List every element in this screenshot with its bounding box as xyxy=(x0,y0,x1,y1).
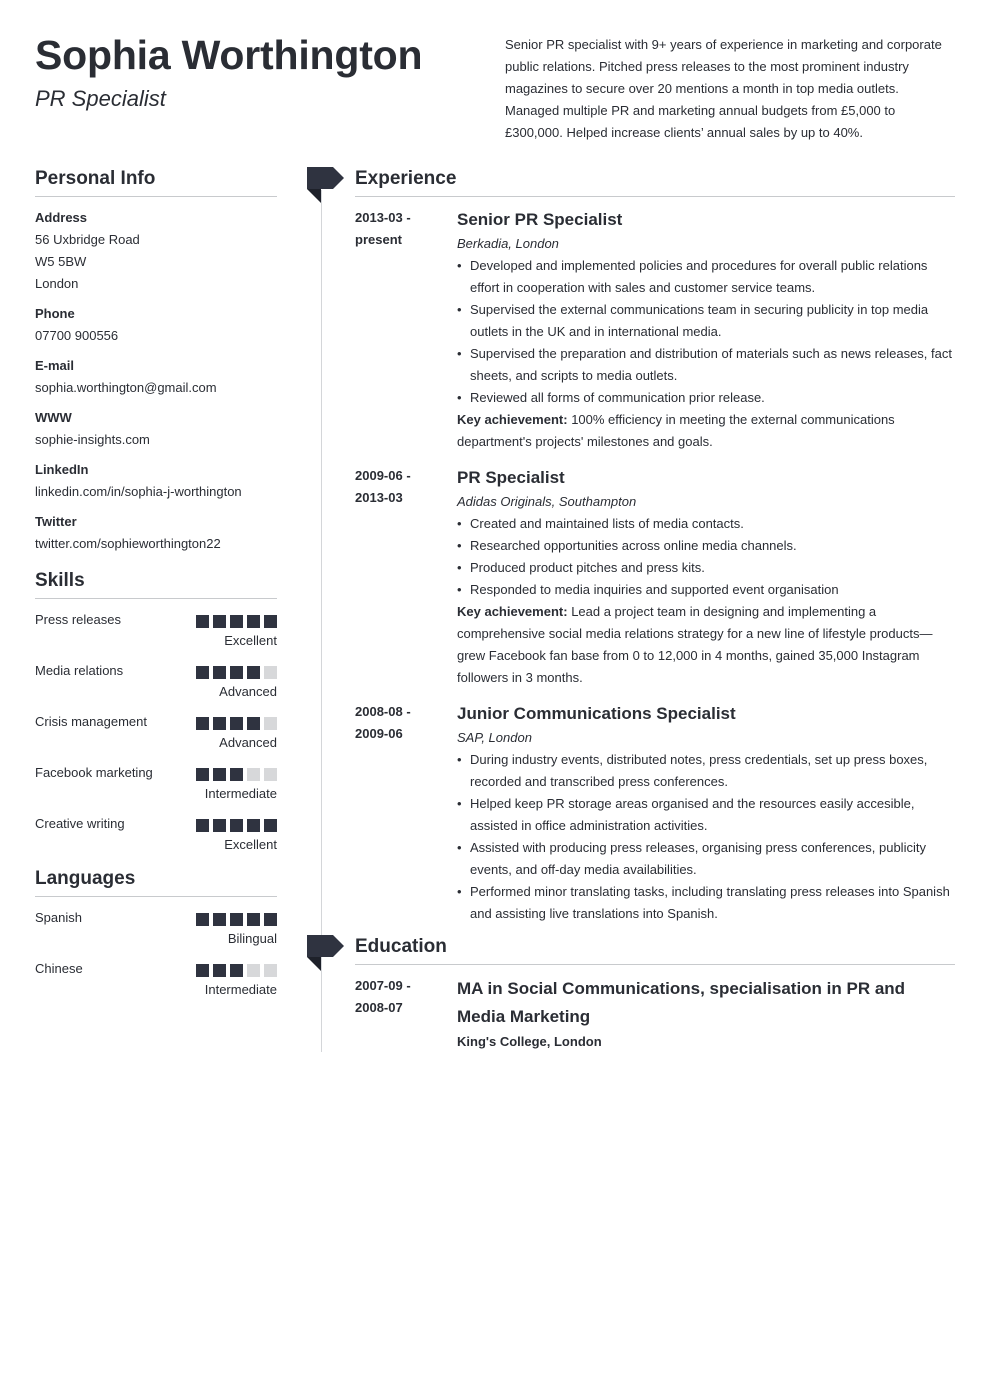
rating-square-filled xyxy=(213,615,226,628)
job-duty: • Responded to media inquiries and supported event organisation xyxy=(457,579,955,601)
linkedin-value[interactable]: linkedin.com/in/sophia-j-worthington xyxy=(35,484,242,499)
rating-square-filled xyxy=(230,819,243,832)
left-column xyxy=(35,167,277,1009)
job-duty: • During industry events, distributed notes, press credentials, set up press boxes, recorded and transcribed press conferences. xyxy=(457,749,955,793)
rating-square-filled xyxy=(264,615,277,628)
rating-square-filled xyxy=(213,964,226,977)
skill-item xyxy=(35,711,277,762)
language-rating xyxy=(192,964,277,977)
rating-square-empty xyxy=(247,964,260,977)
education-dates xyxy=(355,975,445,1019)
job-duty: • Helped keep PR storage areas organised and the resources easily accesible, assisted in office administration activities. xyxy=(457,793,955,837)
language-level: Intermediate xyxy=(204,982,277,997)
job-date-to: present xyxy=(355,232,402,247)
rating-square-filled xyxy=(196,666,209,679)
job-entry xyxy=(355,465,955,689)
skill-item xyxy=(35,609,277,660)
skill-item xyxy=(35,762,277,813)
twitter-value[interactable]: twitter.com/sophieworthington22 xyxy=(35,536,221,551)
address-line: 56 Uxbridge Road xyxy=(35,232,140,247)
linkedin-label: LinkedIn xyxy=(35,462,89,477)
language-item xyxy=(35,907,277,958)
key-achievement-text: Lead a project team in designing and implementing a comprehensive social media relations strategy for a new line of lifestyle products—grew Facebook fan base from 0 to 12,000 in 4 months, gained 35,000 Instagram followers in 3 months. xyxy=(457,604,933,685)
skill-name: Crisis management xyxy=(35,714,147,729)
job-title: Junior Communications Specialist xyxy=(457,704,736,723)
rating-square-filled xyxy=(247,913,260,926)
job-title: PR Specialist xyxy=(457,468,565,487)
rating-square-filled xyxy=(230,666,243,679)
rating-square-filled xyxy=(247,717,260,730)
language-name: Spanish xyxy=(35,910,82,925)
job-company: Adidas Originals, Southampton xyxy=(457,494,637,509)
education-entry xyxy=(355,975,955,1053)
job-dates xyxy=(355,207,445,251)
timeline-line xyxy=(321,190,322,1052)
key-achievement xyxy=(457,409,955,453)
rating-square-filled xyxy=(196,768,209,781)
skill-item xyxy=(35,813,277,864)
education-date-to: 2008-07 xyxy=(355,1000,403,1015)
education-degree: MA in Social Communications, specialisation in PR and Media Marketing xyxy=(457,979,906,1026)
education-school: King's College, London xyxy=(457,1034,602,1049)
job-entry xyxy=(355,207,955,453)
phone-label: Phone xyxy=(35,306,75,321)
rating-square-filled xyxy=(230,913,243,926)
job-duty: • Produced product pitches and press kits. xyxy=(457,557,955,579)
skill-name: Media relations xyxy=(35,663,124,678)
skill-rating xyxy=(192,666,277,679)
job-duty: • Supervised the preparation and distribution of materials such as news releases, fact sheets, and scripts to media outlets. xyxy=(457,343,955,387)
rating-square-filled xyxy=(196,964,209,977)
rating-square-filled xyxy=(213,717,226,730)
skill-level: Excellent xyxy=(224,633,277,648)
languages-heading: Languages xyxy=(35,867,277,897)
education-section xyxy=(355,935,955,1053)
skills-list xyxy=(35,609,277,864)
education-heading: Education xyxy=(355,935,955,965)
address-label: Address xyxy=(35,210,88,225)
rating-square-filled xyxy=(264,913,277,926)
key-achievement xyxy=(457,601,955,689)
skill-name: Creative writing xyxy=(35,816,125,831)
skill-rating xyxy=(192,615,277,628)
job-duty: • Reviewed all forms of communication prior release. xyxy=(457,387,955,409)
key-achievement-label: Key achievement: xyxy=(457,412,568,427)
rating-square-filled xyxy=(247,819,260,832)
experience-heading: Experience xyxy=(355,167,955,197)
personal-info-heading: Personal Info xyxy=(35,167,277,197)
job-company: SAP, London xyxy=(457,730,532,745)
rating-square-empty xyxy=(247,768,260,781)
job-date-to: 2009-06 xyxy=(355,726,403,741)
languages-list xyxy=(35,907,277,1009)
rating-square-filled xyxy=(213,819,226,832)
job-duties xyxy=(457,513,955,601)
job-date-from: 2008-08 - xyxy=(355,704,411,719)
skill-rating xyxy=(192,819,277,832)
education-date-from: 2007-09 - xyxy=(355,978,411,993)
job-duty: • Researched opportunities across online media channels. xyxy=(457,535,955,557)
rating-square-filled xyxy=(196,615,209,628)
twitter-label: Twitter xyxy=(35,514,77,529)
job-duties xyxy=(457,255,955,409)
rating-square-filled xyxy=(247,666,260,679)
job-duty: • Assisted with producing press releases, organising press conferences, publicity events, and off-day media availabilities. xyxy=(457,837,955,881)
job-dates xyxy=(355,465,445,509)
rating-square-filled xyxy=(230,717,243,730)
rating-square-filled xyxy=(196,913,209,926)
skill-level: Intermediate xyxy=(204,786,277,801)
experience-flag-icon xyxy=(307,167,344,204)
skills-heading: Skills xyxy=(35,569,277,599)
experience-section xyxy=(355,167,955,925)
education-flag-icon xyxy=(307,935,344,972)
job-duty: • Developed and implemented policies and procedures for overall public relations effort in cooperation with sales and customer service teams. xyxy=(457,255,955,299)
language-level: Bilingual xyxy=(227,931,277,946)
job-duties xyxy=(457,749,955,925)
www-value[interactable]: sophie-insights.com xyxy=(35,432,150,447)
rating-square-filled xyxy=(247,615,260,628)
rating-square-filled xyxy=(264,819,277,832)
profile-summary: Senior PR specialist with 9+ years of experience in marketing and corporate public relations. Pitched press releases to the most prominent industry magazines to secure over 20 mentions a month in top media outlets. Managed multiple PR and marketing annual budgets from £5,000 to £300,000. Helped increase clients’ annual sales by up to 40%. xyxy=(505,37,942,140)
skill-name: Facebook marketing xyxy=(35,765,153,780)
www-label: WWW xyxy=(35,410,72,425)
language-item xyxy=(35,958,277,1009)
rating-square-empty xyxy=(264,666,277,679)
email-value[interactable]: sophia.worthington@gmail.com xyxy=(35,380,217,395)
candidate-name: Sophia Worthington xyxy=(35,32,423,78)
job-duty: • Supervised the external communications team in securing publicity in top media outlets in the UK and in international media. xyxy=(457,299,955,343)
skill-level: Advanced xyxy=(219,684,277,699)
job-duty: • Created and maintained lists of media contacts. xyxy=(457,513,955,535)
rating-square-empty xyxy=(264,964,277,977)
language-name: Chinese xyxy=(35,961,83,976)
skill-level: Excellent xyxy=(224,837,277,852)
job-date-to: 2013-03 xyxy=(355,490,403,505)
rating-square-filled xyxy=(230,768,243,781)
rating-square-empty xyxy=(264,717,277,730)
skill-item xyxy=(35,660,277,711)
rating-square-filled xyxy=(230,615,243,628)
skill-rating xyxy=(192,717,277,730)
rating-square-filled xyxy=(213,666,226,679)
address-line: London xyxy=(35,276,79,291)
phone-value: 07700 900556 xyxy=(35,328,119,343)
address-line: W5 5BW xyxy=(35,254,87,269)
rating-square-empty xyxy=(264,768,277,781)
rating-square-filled xyxy=(196,717,209,730)
rating-square-filled xyxy=(230,964,243,977)
job-title: Senior PR Specialist xyxy=(457,210,623,229)
skill-level: Advanced xyxy=(219,735,277,750)
resume-header xyxy=(35,30,955,150)
rating-square-filled xyxy=(213,768,226,781)
candidate-job-title: PR Specialist xyxy=(35,86,166,111)
job-company: Berkadia, London xyxy=(457,236,559,251)
job-dates xyxy=(355,701,445,745)
job-duty: • Performed minor translating tasks, including translating press releases into Spanish and assisting live translations into Spanish. xyxy=(457,881,955,925)
job-date-from: 2013-03 - xyxy=(355,210,411,225)
language-rating xyxy=(192,913,277,926)
rating-square-filled xyxy=(213,913,226,926)
email-label: E-mail xyxy=(35,358,75,373)
skill-rating xyxy=(192,768,277,781)
job-entry xyxy=(355,701,955,925)
job-date-from: 2009-06 - xyxy=(355,468,411,483)
rating-square-filled xyxy=(196,819,209,832)
key-achievement-text: 100% efficiency in meeting the external communications department's projects' milestones and goals. xyxy=(457,412,895,449)
key-achievement-label: Key achievement: xyxy=(457,604,568,619)
skill-name: Press releases xyxy=(35,612,121,627)
